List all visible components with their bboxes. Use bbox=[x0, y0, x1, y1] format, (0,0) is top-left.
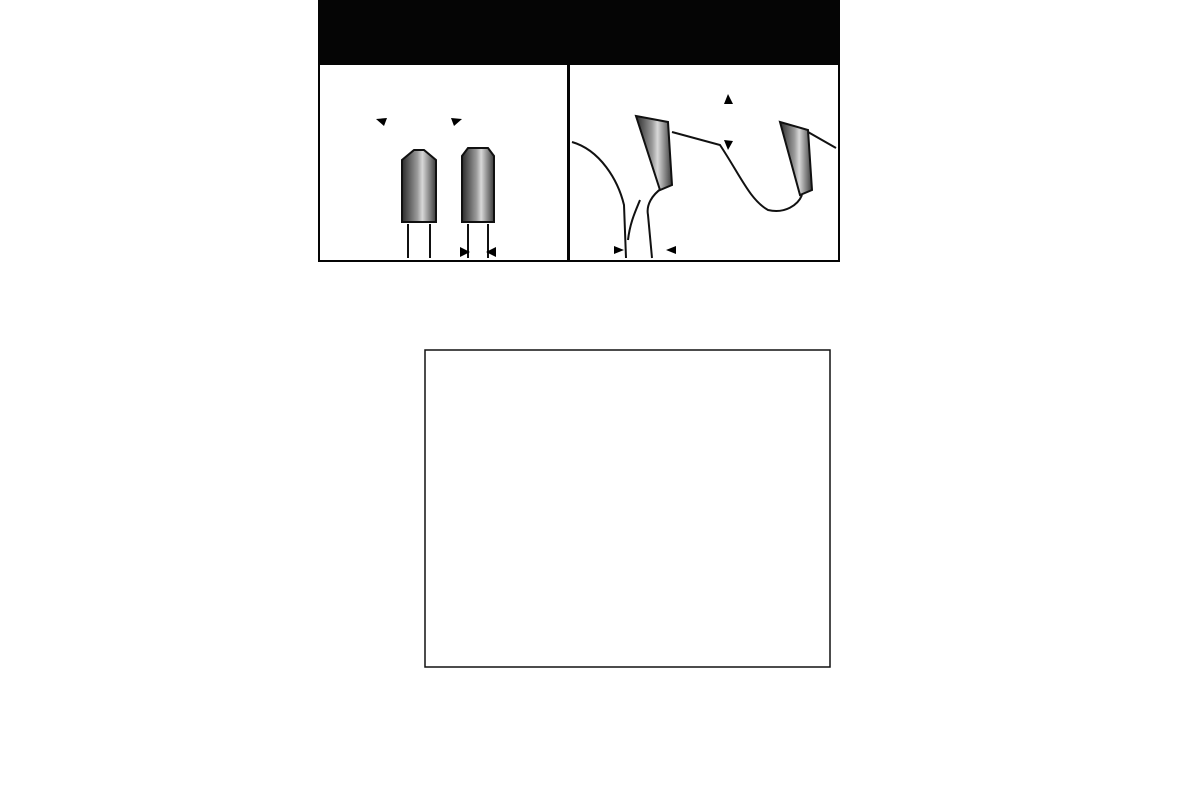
plot-frame bbox=[425, 350, 830, 667]
